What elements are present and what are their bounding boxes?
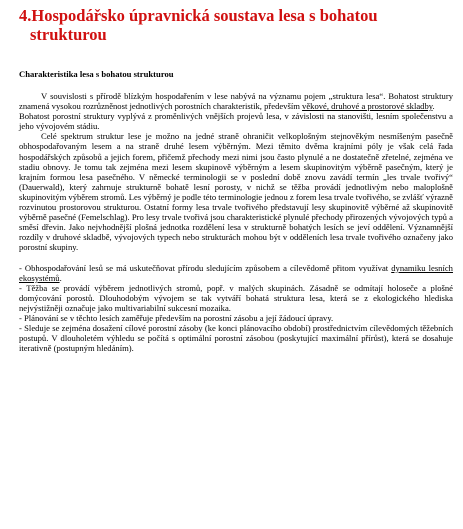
title-line-2: strukturou (30, 25, 107, 44)
paragraph-3: Celé spektrum struktur lese je možno na jedné straně ohraničit velkoplošným stejnověkým nesmíšeným pasečně obhospodařovaným lesem a na straně druhé lesem výběrným. Mezi těmito dvěma krajními póly je však celá řada hospodářských způsobů a jejich forem, přičemž přechody mezi nimi jsou často plynulé a ne dostatečně zřetelné, zejména ve stadiu obnovy. Je tomu tak zejména mezi lesem skupinově výběrným a lesem skupinovitým výběrně pasečným, který je krajním formou lesa pasečného. V německé terminologii se v poslední době znovu zavádí termín „les trvale tvořivý“ (Dauerwald), který zahrnuje strukturně bohatě lesní porosty, v nichž se těžba provádí jednotlivým nebo maloplošně skupinovitým výběrem stromů. Les výběrný je podle této terminologie jednou z forem lesa trvale tvořivého, se zvlášť výrazně rozvinutou prostorovou strukturou. Ostatní formy lesa trvale tvořivého představují lesy skupinovitě výběrné až skupinovitě výběrně pasečné (Femelschlag). Pro lesy trvale tvořivá jsou charakteristické plynulé přechody přirozených vývojových typů a směsí dřevin. Jako nejvhodnější plošná jednotka rozdělení lesa v strukturně bohatých lesích se jeví oddělení. Významnější rozdíly v druhové skladbě, vývojových typech nebo strukturách mohou být v odděleních lesa trvale tvořivého označeny jako porostní skupiny. (19, 131, 453, 253)
paragraph-2: Bohatost porostní struktury vyplývá z proměnlivých vnějších projevů lesa, v závislosti na stanovišti, lesním společenstvu a jeho vývojovém stádiu. (19, 111, 453, 132)
title-line-1: 4.Hospodářsko úpravnická soustava lesa s bohatou (19, 6, 378, 25)
paragraph-gap (19, 253, 453, 263)
bullet-1-end: . (59, 272, 62, 283)
bullet-2: - Těžba se provádí výběrem jednotlivých stromů, popř. v malých skupinách. Zásadně se odmítají holoseče a plošné domýcování porostů. Dlouhodobým vývojem se tak vytváří bohatá struktura lesa, která se z ekologického hlediska nejvýstižněji označuje jako multivariabilní sukcesní mozaika. (19, 282, 453, 313)
page-title (19, 6, 453, 44)
paragraph-1-text: V souvislosti s přírodě blízkým hospodařením v lese nabývá na významu pojem „struktura lesa“. Bohatost struktury znamená vysokou rozrůzněnost jednotlivých porostních charakteristik, především (19, 91, 453, 112)
paragraph-1-end: . (432, 101, 435, 112)
bullet-4: - Sleduje se zejména dosažení cílové porostní zásoby (ke konci plánovacího období) prostřednictvím cílevědomých těžebních postupů. V dlouholetém výhledu se počítá s optimální porostní zásobou (poskytující maximální přírůst), která se dosahuje iterativně (postupným hledáním). (19, 323, 453, 354)
body-text (19, 91, 453, 353)
section-heading: Charakteristika lesa s bohatou strukturou (19, 69, 174, 79)
bullet-1 (19, 263, 453, 283)
bullet-1-underlined: dynamiku lesních ekosystémů (19, 262, 453, 283)
bullet-3: - Plánování se v těchto lesích zaměřuje především na porostní zásobu a její žádoucí úpravy. (19, 312, 334, 323)
paragraph-1-underlined: věkové, druhové a prostorové skladby (302, 101, 433, 112)
paragraph-1 (19, 91, 453, 111)
bullet-1-text: - Obhospodařování lesů se má uskutečňovat přírodu sledujícím způsobem a cílevědomě přitom využívat (19, 262, 392, 273)
